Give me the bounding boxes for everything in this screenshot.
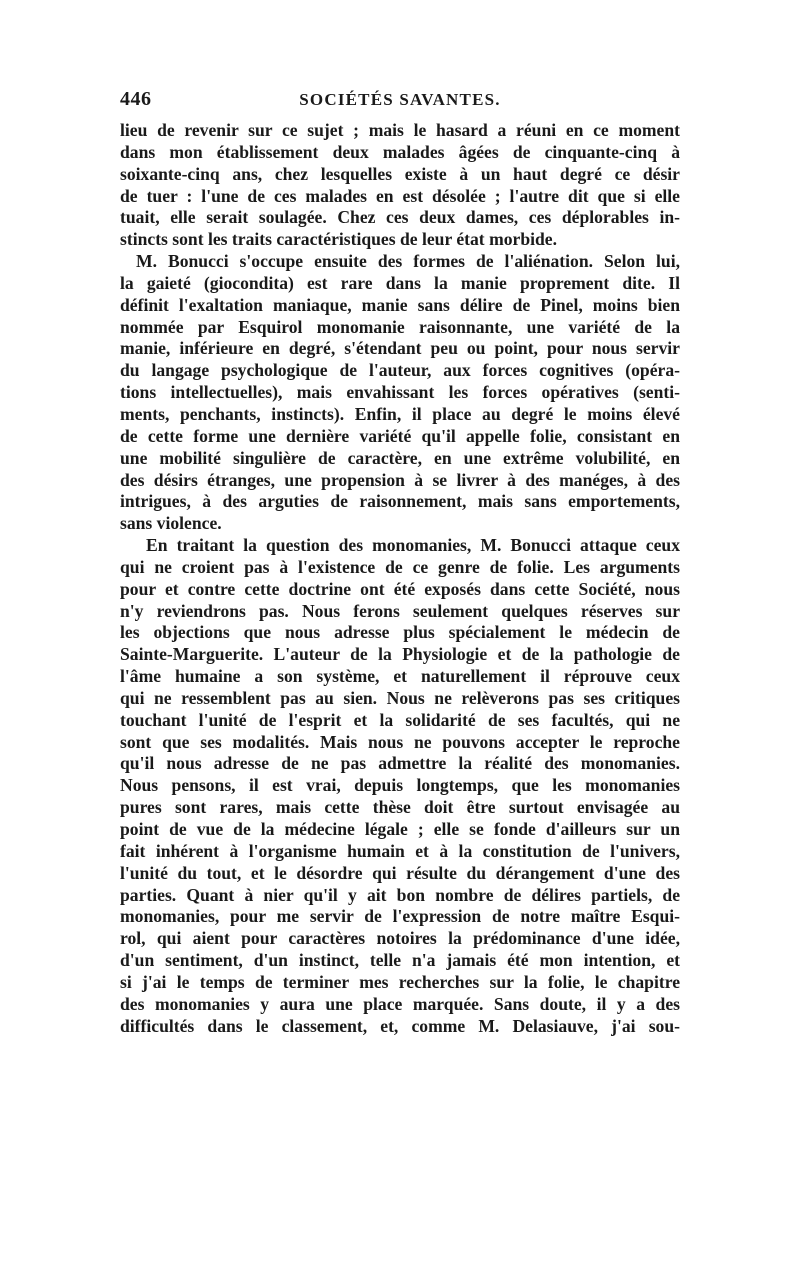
- text-line: de tuer : l'une de ces malades en est désolée ; l'autre dit que si elle: [120, 185, 680, 206]
- text-line: parties. Quant à nier qu'il y ait bon nombre de délires partiels, de: [120, 884, 680, 905]
- text-line: qui ne ressemblent pas au sien. Nous ne relèverons pas ses critiques: [120, 687, 680, 708]
- running-head: SOCIÉTÉS SAVANTES.: [299, 90, 501, 109]
- text-line: l'âme humaine a son système, et naturellement il réprouve ceux: [120, 666, 680, 687]
- text-line: dans mon établissement deux malades âgées de cinquante-cinq à: [120, 141, 680, 162]
- text-line: si j'ai le temps de terminer mes recherches sur la folie, le chapitre: [120, 971, 680, 992]
- text-line: les objections que nous adresse plus spécialement le médecin de: [120, 622, 680, 643]
- text-line: ments, penchants, instincts). Enfin, il place au degré le moins élevé: [120, 403, 680, 424]
- text-line: intrigues, à des arguties de raisonnement, mais sans emportements,: [120, 491, 680, 512]
- page-number: 446: [120, 88, 152, 110]
- paragraph-2: [120, 251, 680, 535]
- page-header: [120, 88, 680, 118]
- text-line: qui ne croient pas à l'existence de ce genre de folie. Les arguments: [120, 556, 680, 577]
- body-text: [120, 120, 680, 1037]
- text-line: manie, inférieure en degré, s'étendant peu ou point, pour nous servir: [120, 338, 680, 359]
- text-line: une mobilité singulière de caractère, en une extrême volubilité, en: [120, 447, 680, 468]
- text-line: tuait, elle serait soulagée. Chez ces deux dames, ces déplorables in-: [120, 207, 680, 228]
- text-line: M. Bonucci s'occupe ensuite des formes de l'aliénation. Selon lui,: [136, 251, 680, 272]
- paragraph-3: [120, 535, 680, 1037]
- text-line: qu'il nous adresse de ne pas admettre la réalité des monomanies.: [120, 753, 680, 774]
- text-line: de cette forme une dernière variété qu'il appelle folie, consistant en: [120, 425, 680, 446]
- text-line: monomanies, pour me servir de l'expression de notre maître Esqui-: [120, 906, 680, 927]
- text-line: du langage psychologique de l'auteur, aux forces cognitives (opéra-: [120, 360, 680, 381]
- text-line: fait inhérent à l'organisme humain et à la constitution de l'univers,: [120, 840, 680, 861]
- text-line: d'un sentiment, d'un instinct, telle n'a jamais été mon intention, et: [120, 950, 680, 971]
- text-line: sont que ses modalités. Mais nous ne pouvons accepter le reproche: [120, 731, 680, 752]
- text-line: En traitant la question des monomanies, M. Bonucci attaque ceux: [146, 535, 680, 556]
- text-line: rol, qui aient pour caractères notoires la prédominance d'une idée,: [120, 928, 680, 949]
- text-line: n'y reviendrons pas. Nous ferons seulement quelques réserves sur: [120, 600, 680, 621]
- text-line: tions intellectuelles), mais envahissant les forces opératives (senti-: [120, 382, 680, 403]
- text-line: lieu de revenir sur ce sujet ; mais le hasard a réuni en ce moment: [120, 120, 680, 140]
- text-line: nommée par Esquirol monomanie raisonnante, une variété de la: [120, 316, 680, 337]
- text-line: Nous pensons, il est vrai, depuis longtemps, que les monomanies: [120, 775, 680, 796]
- text-line: des désirs étranges, une propension à se livrer à des manéges, à des: [120, 469, 680, 490]
- text-line: difficultés dans le classement, et, comme M. Delasiauve, j'ai sou-: [120, 1015, 680, 1036]
- text-line: Sainte-Marguerite. L'auteur de la Physiologie et de la pathologie de: [120, 644, 680, 665]
- text-line: stincts sont les traits caractéristiques de leur état morbide.: [120, 229, 557, 250]
- text-line: sans violence.: [120, 513, 222, 534]
- text-line: la gaieté (giocondita) est rare dans la manie proprement dite. Il: [120, 272, 680, 293]
- text-line: des monomanies y aura une place marquée. Sans doute, il y a des: [120, 993, 680, 1014]
- text-line: définit l'exaltation maniaque, manie sans délire de Pinel, moins bien: [120, 294, 680, 315]
- text-line: soixante-cinq ans, chez lesquelles existe à un haut degré ce désir: [120, 163, 680, 184]
- text-line: l'unité du tout, et le désordre qui résulte du dérangement d'une des: [120, 862, 680, 883]
- text-line: point de vue de la médecine légale ; elle se fonde d'ailleurs sur un: [120, 819, 680, 839]
- text-line: pour et contre cette doctrine ont été exposés dans cette Société, nous: [120, 578, 680, 599]
- text-line: touchant l'unité de l'esprit et la solidarité de ses facultés, qui ne: [120, 709, 680, 730]
- text-line: pures sont rares, mais cette thèse doit être surtout envisagée au: [120, 797, 680, 818]
- paragraph-1: [120, 120, 680, 251]
